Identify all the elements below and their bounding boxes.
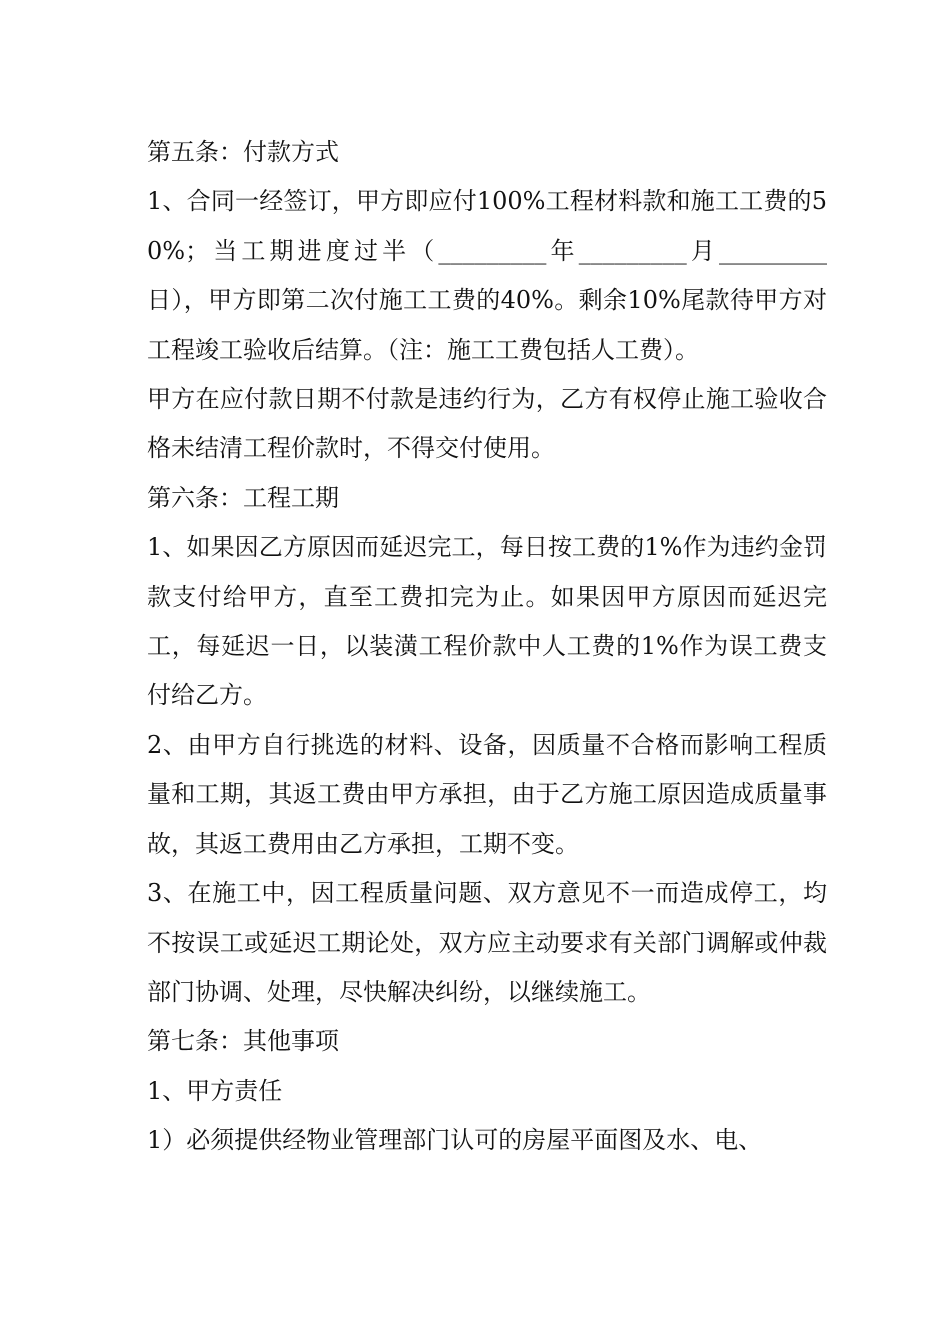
paragraph-floor-plan-requirement: 1）必须提供经物业管理部门认可的房屋平面图及水、电、 <box>147 1126 763 1155</box>
paragraph-dispute-resolution: 3、在施工中，因工程质量问题、双方意见不一而造成停工，均不按误工或延迟工期论处，双方应主动要求有关部门调解或仲裁部门协调、处理，尽快解决纠纷，以继续施工。 <box>147 879 827 1006</box>
paragraph-material-quality: 2、由甲方自行挑选的材料、设备，因质量不合格而影响工程质量和工期，其返工费由甲方承担，由于乙方施工原因造成质量事故，其返工费用由乙方承担，工期不变。 <box>147 730 827 858</box>
paragraph-payment-schedule: 1、合同一经签订，甲方即应付100%工程材料款和施工工费的50%；当工期进度过半（_________年_________月_________日），甲方即第二次付施工工费的40%。剩余10%尾款待甲方对工程竣工验收后结算。（注：施工工费包括人工费）。 <box>147 187 827 364</box>
section-heading-5: 第五条：付款方式 <box>147 138 339 166</box>
section-heading-6: 第六条：工程工期 <box>147 483 339 512</box>
paragraph-payment-default: 甲方在应付款日期不付款是违约行为，乙方有权停止施工验收合格未结清工程价款时，不得交付使用。 <box>147 385 827 463</box>
section-heading-7: 第七条：其他事项 <box>147 1027 339 1056</box>
subsection-party-a-duties: 1、甲方责任 <box>147 1076 283 1105</box>
document-body <box>147 128 827 1166</box>
paragraph-delay-penalty: 1、如果因乙方原因而延迟完工，每日按工费的1%作为违约金罚款支付给甲方，直至工费扣完为止。如果因甲方原因而延迟完工，每延迟一日，以装潢工程价款中人工费的1%作为误工费支付给乙方。 <box>147 533 827 710</box>
